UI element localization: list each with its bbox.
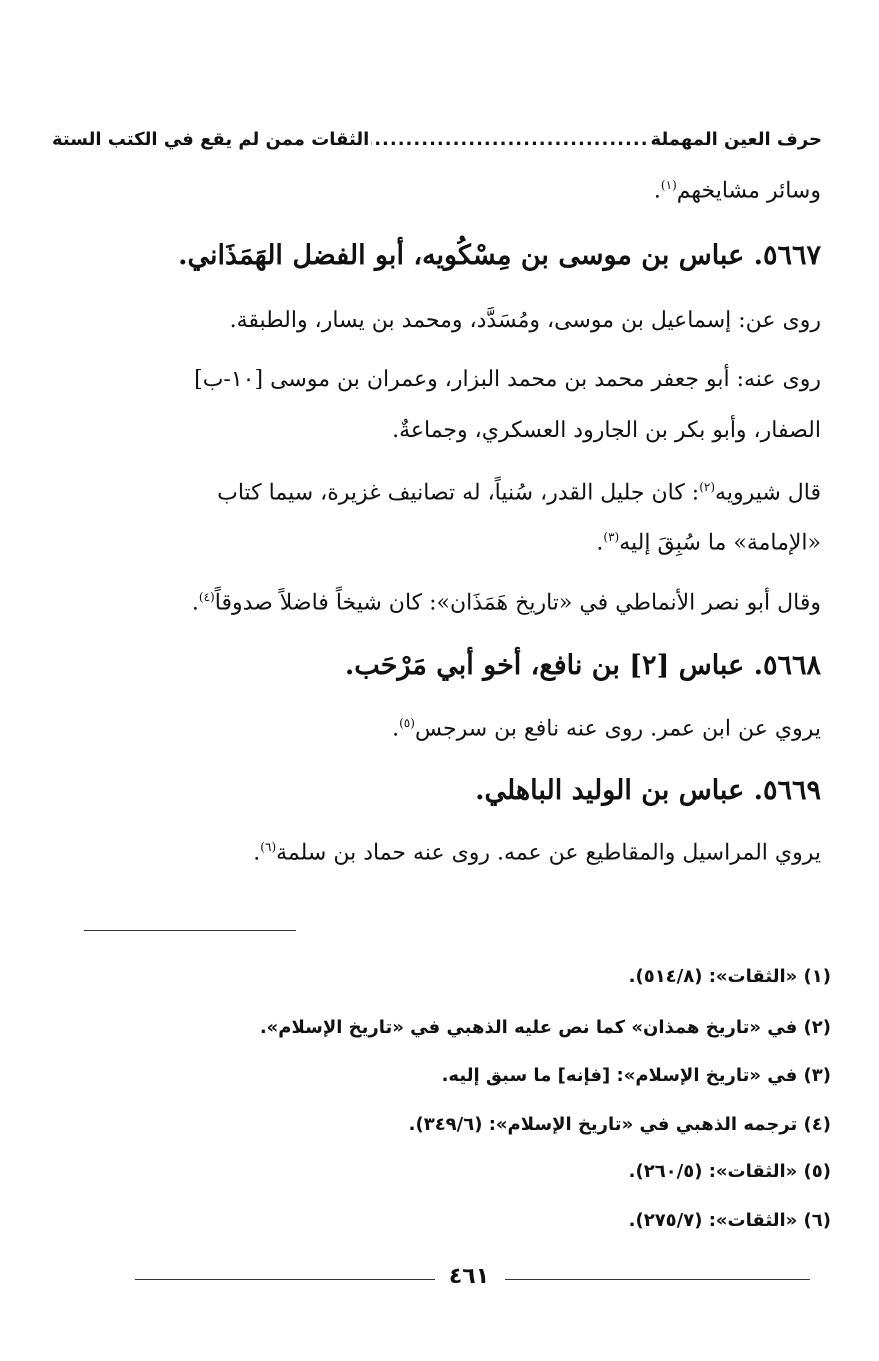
- paragraph-line: روى عن: إسماعيل بن موسى، ومُسَدَّد، ومحمد بن يسار، والطبقة.: [229, 308, 821, 333]
- footnote-6: (٦) «الثقات»: (٢٧٥/٧).: [628, 1210, 831, 1231]
- paragraph-line: «الإمامة» ما سُبِقَ إليه$^{(٣)}$.: [596, 530, 821, 556]
- paragraph-line: روى عنه: أبو جعفر محمد بن محمد البزار، وعمران بن موسى [١٠-ب]: [194, 367, 821, 392]
- entry-heading-5669: ٥٦٦٩. عباس بن الوليد الباهلي.: [475, 775, 821, 806]
- footnote-ref: (١): [660, 178, 677, 192]
- paragraph-line: وسائر مشايخهم$^{(١)}$.: [653, 178, 821, 204]
- paragraph-line: يروي المراسيل والمقاطيع عن عمه. روى عنه حماد بن سلمة$^{(٦)}$.: [253, 840, 821, 866]
- footnote-ref: (٢): [699, 480, 716, 494]
- paragraph-line: وقال أبو نصر الأنماطي في «تاريخ هَمَذَان»: كان شيخاً فاضلاً صدوقاً$^{(٤)}$.: [191, 590, 821, 616]
- footnote-separator: [84, 930, 296, 931]
- paragraph-line: يروي عن ابن عمر. روى عنه نافع بن سرجس$^{(٥)}$.: [392, 716, 821, 742]
- page-number: ٤٦١: [448, 1264, 490, 1289]
- footnote-ref: (٥): [399, 716, 415, 730]
- footnote-ref: (٤): [198, 590, 215, 604]
- running-header: [52, 122, 822, 156]
- header-book-title: الثقات ممن لم يقع في الكتب الستة: [52, 128, 370, 150]
- footnote-3: (٣) في «تاريخ الإسلام»: [فإنه] ما سبق إليه.: [441, 1065, 831, 1086]
- footnote-4: (٤) ترجمه الذهبي في «تاريخ الإسلام»: (٣٤٩/٦).: [408, 1114, 831, 1135]
- footnote-5: (٥) «الثقات»: (٢٦٠/٥).: [628, 1161, 831, 1182]
- footnote-ref: (٣): [603, 530, 620, 544]
- footer-rule-left: [135, 1279, 435, 1280]
- footnote-2: (٢) في «تاريخ همذان» كما نص عليه الذهبي في «تاريخ الإسلام».: [259, 1017, 831, 1038]
- paragraph-line: قال شيرويه$^{(٢)}$: كان جليل القدر، سُنياً، له تصانيف غزيرة، سيما كتاب: [217, 480, 821, 506]
- footnote-ref: (٦): [260, 840, 277, 854]
- header-chapter: حرف العين المهملة: [650, 128, 822, 150]
- paragraph-line: الصفار، وأبو بكر بن الجارود العسكري، وجماعةٌ.: [392, 418, 821, 443]
- footer-rule-right: [505, 1279, 810, 1280]
- entry-heading-5667: ٥٦٦٧. عباس بن موسى بن مِسْكُويه، أبو الفضل الهَمَذَاني.: [178, 240, 821, 271]
- header-dot-leader: [371, 129, 648, 150]
- entry-heading-5668: ٥٦٦٨. عباس [٢] بن نافع، أخو أبي مَرْحَب.: [344, 650, 821, 681]
- footnote-1: (١) «الثقات»: (٥١٤/٨).: [628, 966, 831, 987]
